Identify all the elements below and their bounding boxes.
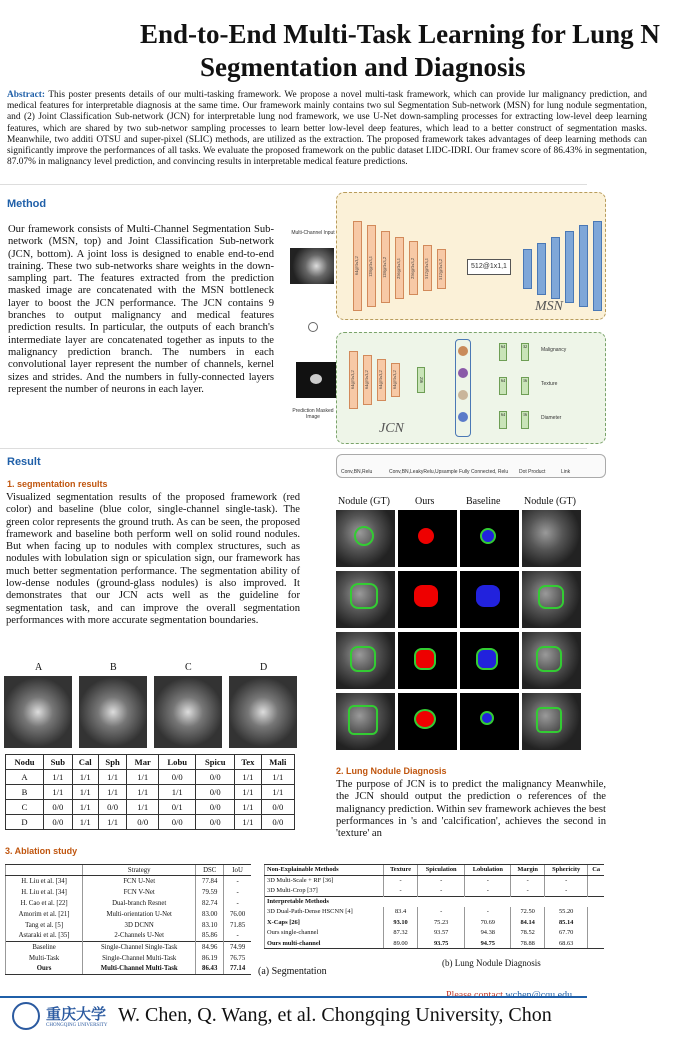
table-cell: Multi-Task [6, 953, 83, 964]
table-cell: 79.59 [196, 887, 224, 898]
authors-line: W. Chen, Q. Wang, et al. Chongqing University, Chon [118, 1004, 552, 1026]
table-cell: 82.74 [196, 898, 224, 909]
table-group-label: Interpretable Methods [265, 896, 605, 907]
legend-item: Fully Connected, Relu [459, 469, 509, 475]
table-cell: B [6, 785, 44, 800]
table-cell: - [224, 898, 251, 909]
jcn-layer-2: 64@3x3,2 [363, 355, 372, 405]
fc-64: 64 [499, 377, 507, 395]
table-cell: 2-Channels U-Net [83, 931, 196, 942]
table-cell: - [224, 887, 251, 898]
title-line-2: Segmentation and Diagnosis [200, 52, 526, 82]
fc-16: 16 [521, 411, 529, 429]
table-cell: 1/1 [98, 785, 127, 800]
out-texture: Texture [541, 381, 558, 387]
seg-image-baseline [460, 571, 519, 628]
msn-layer-6: 512@3x3,1 [423, 245, 432, 291]
seg-image [522, 693, 581, 750]
diagnosis-text: The purpose of JCN is to predict the malignancy Meanwhile, the JCN should output the prediction o references of the malignancy prediction. Within sev framework achieves the best performances in 's and 'calcification', achieves the second in 'texture' an [336, 779, 606, 840]
seg-image-baseline [460, 632, 519, 689]
jcn-layer-3: 64@3x3,2 [377, 359, 386, 401]
table-cell: Tang et al. [5] [6, 920, 83, 931]
table-header-cell: Nodu [6, 755, 44, 770]
table-cell: 1/1 [72, 770, 98, 785]
table-cell: - [418, 886, 465, 897]
msn-up-layer [593, 221, 602, 311]
table-cell: Amorim et al. [21] [6, 909, 83, 920]
table-row [265, 928, 605, 939]
table-cell: Ours multi-channel [265, 938, 384, 949]
table-cell: 85.14 [544, 917, 587, 928]
method-text: Our framework consists of Multi-Channel Segmentation Sub-network (MSN, top) and Joint Classification Sub-network (JCN, bottom). A joint loss is designed to enable end-to-end training. These two sub-networks share weights in the down-sampling part. The features extracted from the prediction masked image are concatenated with the MSN bottleneck layer to boost the JCN performance. The JCN contains 9 branches to output malignancy and medical features prediction results. In particular, the outputs of each branch's intermediate layer are concatenated together as inputs to the malignancy prediction branch. The numbers in each convolutional layer represent the number of channels, kernel sizes and strides. And the numbers in fully-connected layers represent the number of neurons in each layer. [8, 224, 274, 395]
table-cell: 1/1 [44, 785, 73, 800]
table-cell: 0/0 [196, 785, 235, 800]
legend-item: Conv,BN,Relu [341, 469, 373, 475]
seg-image-ours [398, 571, 457, 628]
table-cell [588, 938, 604, 949]
table-header-cell: Mali [261, 755, 294, 770]
table-row [6, 770, 295, 785]
msn-label: MSN [535, 299, 563, 314]
table-cell: 74.99 [224, 942, 251, 953]
table-header-cell: Lobu [159, 755, 196, 770]
table-header-row [265, 865, 605, 876]
table-cell: 93.75 [418, 938, 465, 949]
ablation-table [5, 864, 251, 975]
bottleneck-layer: 512@1x1,1 [467, 259, 511, 275]
table-cell: 76.00 [224, 909, 251, 920]
table-cell: 1/1 [235, 800, 261, 815]
table-cell: H. Liu et al. [34] [6, 876, 83, 887]
table-header-row [6, 865, 252, 876]
seg-image [522, 510, 581, 567]
table-cell: 94.75 [465, 938, 511, 949]
table-cell: 67.70 [544, 928, 587, 939]
seg-image-ours [398, 632, 457, 689]
table-row [6, 887, 252, 898]
table-cell: 0/0 [159, 815, 196, 830]
legend-item: Dot Product [519, 469, 546, 475]
msn-up-layer [537, 243, 546, 295]
grid-header-gt-2: Nodule (GT) [524, 496, 576, 507]
table-cell: Astaraki et al. [35] [6, 931, 83, 942]
seg-image-baseline [460, 510, 519, 567]
table-row [6, 785, 295, 800]
table-row [265, 886, 605, 897]
diagnosis-table [264, 864, 604, 949]
seg-image-ours [398, 510, 457, 567]
abstract-label: Abstract: [7, 90, 46, 100]
masked-image-label: Prediction Masked Image [292, 408, 334, 420]
table-cell: 77.14 [224, 964, 251, 975]
architecture-diagram [288, 192, 598, 482]
table-cell: Ours [6, 964, 83, 975]
table-cell: 0/0 [44, 815, 73, 830]
dot-product-icon [308, 322, 318, 332]
table-row [6, 876, 252, 887]
table-cell: 55.20 [544, 907, 587, 918]
table-cell: 1/1 [98, 770, 127, 785]
table-cell: 3D DCNN [83, 920, 196, 931]
table-cell: 1/1 [72, 800, 98, 815]
table-cell: 85.86 [196, 931, 224, 942]
table-cell: 1/1 [235, 770, 261, 785]
fc-32: 32 [521, 343, 529, 361]
table-row [265, 875, 605, 886]
table-cell: - [418, 907, 465, 918]
table-cell: FCN V-Net [83, 887, 196, 898]
title-line-1: End-to-End Multi-Task Learning for Lung N [140, 19, 660, 49]
table-cell: 0/0 [196, 800, 235, 815]
table-cell: - [465, 875, 511, 886]
fc-64: 64 [499, 343, 507, 361]
method-heading: Method [7, 198, 47, 210]
university-logo-subtext: CHONGQING UNIVERSITY [46, 1023, 108, 1028]
seg-image [336, 510, 395, 567]
table-cell: - [465, 886, 511, 897]
table-cell: 93.57 [418, 928, 465, 939]
table-cell [588, 928, 604, 939]
table-cell: 0/0 [127, 815, 159, 830]
fc-64: 64 [499, 411, 507, 429]
msn-layer-2: 128@3x3,1 [367, 225, 376, 307]
abstract [7, 90, 647, 168]
table-header-cell: Sub [44, 755, 73, 770]
diagram-legend [336, 454, 606, 478]
table-cell: 1/1 [127, 800, 159, 815]
table-cell: 83.10 [196, 920, 224, 931]
table-header-cell: Texture [384, 865, 418, 876]
seg-image [336, 693, 395, 750]
table-cell: 83.00 [196, 909, 224, 920]
table-cell: Multi-orientation U-Net [83, 909, 196, 920]
table-cell: A [6, 770, 44, 785]
jcn-layer-4: 64@3x3,2 [391, 363, 400, 397]
table-cell [588, 886, 604, 897]
msn-layer-5: 256@3x3,2 [409, 241, 418, 295]
table-cell: 76.75 [224, 953, 251, 964]
table-cell: 1/1 [44, 770, 73, 785]
table-cell: H. Liu et al. [34] [6, 887, 83, 898]
table-cell: 0/1 [159, 800, 196, 815]
table-cell: 78.88 [511, 938, 545, 949]
grid-header-gt: Nodule (GT) [338, 496, 390, 507]
seg-image-baseline [460, 693, 519, 750]
table-cell: 68.63 [544, 938, 587, 949]
msn-layer-1: 64@3x3,2 [353, 221, 362, 311]
segmentation-caption: (a) Segmentation [258, 966, 327, 977]
table-header-cell: Tex [235, 755, 261, 770]
table-cell: - [384, 875, 418, 886]
table-header-cell: Ca [588, 865, 604, 876]
table-cell: 1/1 [72, 785, 98, 800]
nodule-thumb-b [79, 676, 147, 748]
seg-image [336, 632, 395, 689]
table-cell: 1/1 [261, 785, 294, 800]
table-cell: 86.43 [196, 964, 224, 975]
table-cell: - [224, 931, 251, 942]
table-header-cell [6, 865, 83, 876]
table-cell: 0/0 [196, 815, 235, 830]
poster-title [0, 18, 700, 84]
grid-header-baseline: Baseline [466, 496, 501, 507]
seg-image [336, 571, 395, 628]
table-cell: 0/0 [261, 815, 294, 830]
nodule-thumb-d [229, 676, 297, 748]
table-cell: 0/0 [159, 770, 196, 785]
table-cell: 3D Dual-Path-Dense HSCNN [4] [265, 907, 384, 918]
segmentation-subheading: 1. segmentation results [7, 479, 108, 489]
table-cell: - [465, 907, 511, 918]
table-cell: 89.00 [384, 938, 418, 949]
table-header-cell: Margin [511, 865, 545, 876]
nodule-attribute-table [5, 754, 295, 830]
seg-image [522, 571, 581, 628]
jcn-fc-256: 256 [417, 367, 425, 393]
table-cell: 1/1 [127, 770, 159, 785]
table-cell [588, 875, 604, 886]
msn-block [336, 192, 606, 320]
grid-header-ours: Ours [415, 496, 435, 507]
table-cell: 3D Multi-Scale + RF [36] [265, 875, 384, 886]
table-cell: - [384, 886, 418, 897]
out-diameter: Diameter [541, 415, 562, 421]
table-cell: - [418, 875, 465, 886]
table-row [6, 920, 252, 931]
table-header-cell: Spiculation [418, 865, 465, 876]
divider [0, 448, 587, 449]
table-cell [588, 917, 604, 928]
table-header-cell: Sph [98, 755, 127, 770]
table-group-row [265, 896, 605, 907]
ablation-heading: 3. Ablation study [5, 846, 78, 856]
msn-up-layer [565, 231, 574, 303]
divider [0, 184, 587, 185]
table-cell: - [511, 875, 545, 886]
table-cell: 87.32 [384, 928, 418, 939]
table-cell: Multi-Channel Multi-Task [83, 964, 196, 975]
table-cell: 1/1 [261, 770, 294, 785]
table-cell: H. Cao et al. [22] [6, 898, 83, 909]
table-cell: 75.23 [418, 917, 465, 928]
msn-up-layer [551, 237, 560, 299]
table-cell: 84.96 [196, 942, 224, 953]
input-image [290, 248, 334, 284]
table-row [265, 917, 605, 928]
seg-image [522, 632, 581, 689]
table-cell: 78.52 [511, 928, 545, 939]
table-cell: - [224, 876, 251, 887]
table-cell: 77.84 [196, 876, 224, 887]
table-cell: 93.10 [384, 917, 418, 928]
table-cell: Single-Channel Single-Task [83, 942, 196, 953]
table-cell: D [6, 815, 44, 830]
table-cell: Single-Channel Multi-Task [83, 953, 196, 964]
table-cell: 3D Multi-Crop [37] [265, 886, 384, 897]
table-header-cell: DSC [196, 865, 224, 876]
table-cell: - [544, 875, 587, 886]
table-cell: - [511, 886, 545, 897]
table-header-cell: Sphericity [544, 865, 587, 876]
table-header-cell: Mar [127, 755, 159, 770]
table-cell: 1/1 [72, 815, 98, 830]
table-cell: 70.69 [465, 917, 511, 928]
table-cell: Dual-branch Resnet [83, 898, 196, 909]
table-cell: 0/0 [44, 800, 73, 815]
diagnosis-subheading: 2. Lung Nodule Diagnosis [336, 766, 447, 776]
legend-item: Link [561, 469, 571, 475]
table-cell: FCN U-Net [83, 876, 196, 887]
table-cell: 83.4 [384, 907, 418, 918]
table-cell: 1/1 [235, 785, 261, 800]
jcn-block [336, 332, 606, 444]
out-malignancy: Malignancy [541, 347, 567, 353]
table-row [6, 815, 295, 830]
nodule-thumb-c [154, 676, 222, 748]
nodule-thumb-a [4, 676, 72, 748]
table-row [6, 964, 252, 975]
table-row [6, 909, 252, 920]
table-cell: C [6, 800, 44, 815]
thumb-label-c: C [185, 662, 192, 673]
table-cell: 0/0 [98, 800, 127, 815]
table-cell: 86.19 [196, 953, 224, 964]
table-cell: 72.50 [511, 907, 545, 918]
table-row [6, 898, 252, 909]
table-cell: 71.85 [224, 920, 251, 931]
diagnosis-caption: (b) Lung Nodule Diagnosis [442, 958, 541, 968]
table-cell: 0/0 [261, 800, 294, 815]
table-cell [588, 907, 604, 918]
thumb-label-a: A [35, 662, 43, 673]
jcn-layer-1: 64@3x3,2 [349, 351, 358, 409]
table-header-row [6, 755, 295, 770]
result-heading: Result [7, 456, 41, 468]
abstract-text: This poster presents details of our multi-tasking framework. We propose a novel multi-task framework, which can provide lur malignancy prediction, and medical features for interpretable diagnosis at the same time. Our framework mainly contains two sul Segmentation Sub-network (MSN) for lung nodule segmentation, and (2) Joint Classification Sub-network (JCN) for interpretable lung nod framework, we use U-Net down-sampling processes for extracting low-level deep learning features, which are shared by two sub-networ sampling processes to learn better low-level deep features, which lead to a better construct of segmentation masks. Meanwhile, two additi OTSU and super-pixel (SLIC) methods, are utilized as the extraction. The proposed framework takes advantages of deep learning methods can significantly improve the performances of all tasks. We evaluate the proposed framework on the public dataset LIDC-IDRI. Our framev score of 86.43% in segmentation, 87.07% in malignancy level prediction, and convincing results in interpretable medical feature predictions. [7, 90, 647, 168]
university-logo-text: 重庆大学 [46, 1007, 107, 1023]
table-cell: 1/1 [127, 785, 159, 800]
table-row [265, 907, 605, 918]
thumb-label-b: B [110, 662, 117, 673]
table-cell: - [544, 886, 587, 897]
msn-layer-7: 512@3x3,2 [437, 249, 446, 289]
table-cell: Baseline [6, 942, 83, 953]
legend-item: Conv,BN,LeakyRelu,Upsample [389, 469, 458, 475]
table-cell: 1/1 [235, 815, 261, 830]
table-cell: 94.38 [465, 928, 511, 939]
segmentation-text: Visualized segmentation results of the proposed framework (red color) and baseline (blue color, single-channel single-task). The green color represents the ground truth. As can be seen, the proposed framework and baseline both perform well on solid round nodules. But when facing up to nodules with complex structures, such as nodules with lobulation sign or spiculation sign, our framework has much better segmentation performance. The segmentation ability of low-dense nodules (ground-glass nodules) is also improved. It demonstrates that our JCN acts well as the guideline for segmentation task, and can improve the overall segmentation performances with more accurate segmentation boundaries. [6, 492, 300, 626]
seg-image-ours [398, 693, 457, 750]
branch-stack [455, 339, 471, 437]
table-row [6, 931, 252, 942]
table-cell: 1/1 [98, 815, 127, 830]
table-header-cell: Strategy [83, 865, 196, 876]
msn-layer-4: 256@3x3,1 [395, 237, 404, 299]
msn-up-layer [579, 225, 588, 307]
table-row [6, 800, 295, 815]
university-logo-icon [12, 1002, 40, 1030]
table-cell: X-Caps [26] [265, 917, 384, 928]
thumb-label-d: D [260, 662, 268, 673]
msn-layer-3: 128@3x3,2 [381, 231, 390, 303]
table-header-cell: Spicu [196, 755, 235, 770]
table-cell: 0/0 [196, 770, 235, 785]
table-row [6, 953, 252, 964]
table-row [265, 938, 605, 949]
table-header-cell: Cal [72, 755, 98, 770]
table-header-cell: Non-Explainable Methods [265, 865, 384, 876]
table-cell: 1/1 [159, 785, 196, 800]
masked-image [296, 362, 336, 398]
input-label: Multi-Channel Input [291, 230, 335, 236]
table-cell: Ours single-channel [265, 928, 384, 939]
fc-16: 16 [521, 377, 529, 395]
table-cell: 84.14 [511, 917, 545, 928]
table-header-cell: Lobulation [465, 865, 511, 876]
jcn-label: JCN [379, 421, 404, 436]
msn-up-layer [523, 249, 532, 289]
table-row [6, 942, 252, 953]
table-header-cell: IoU [224, 865, 251, 876]
